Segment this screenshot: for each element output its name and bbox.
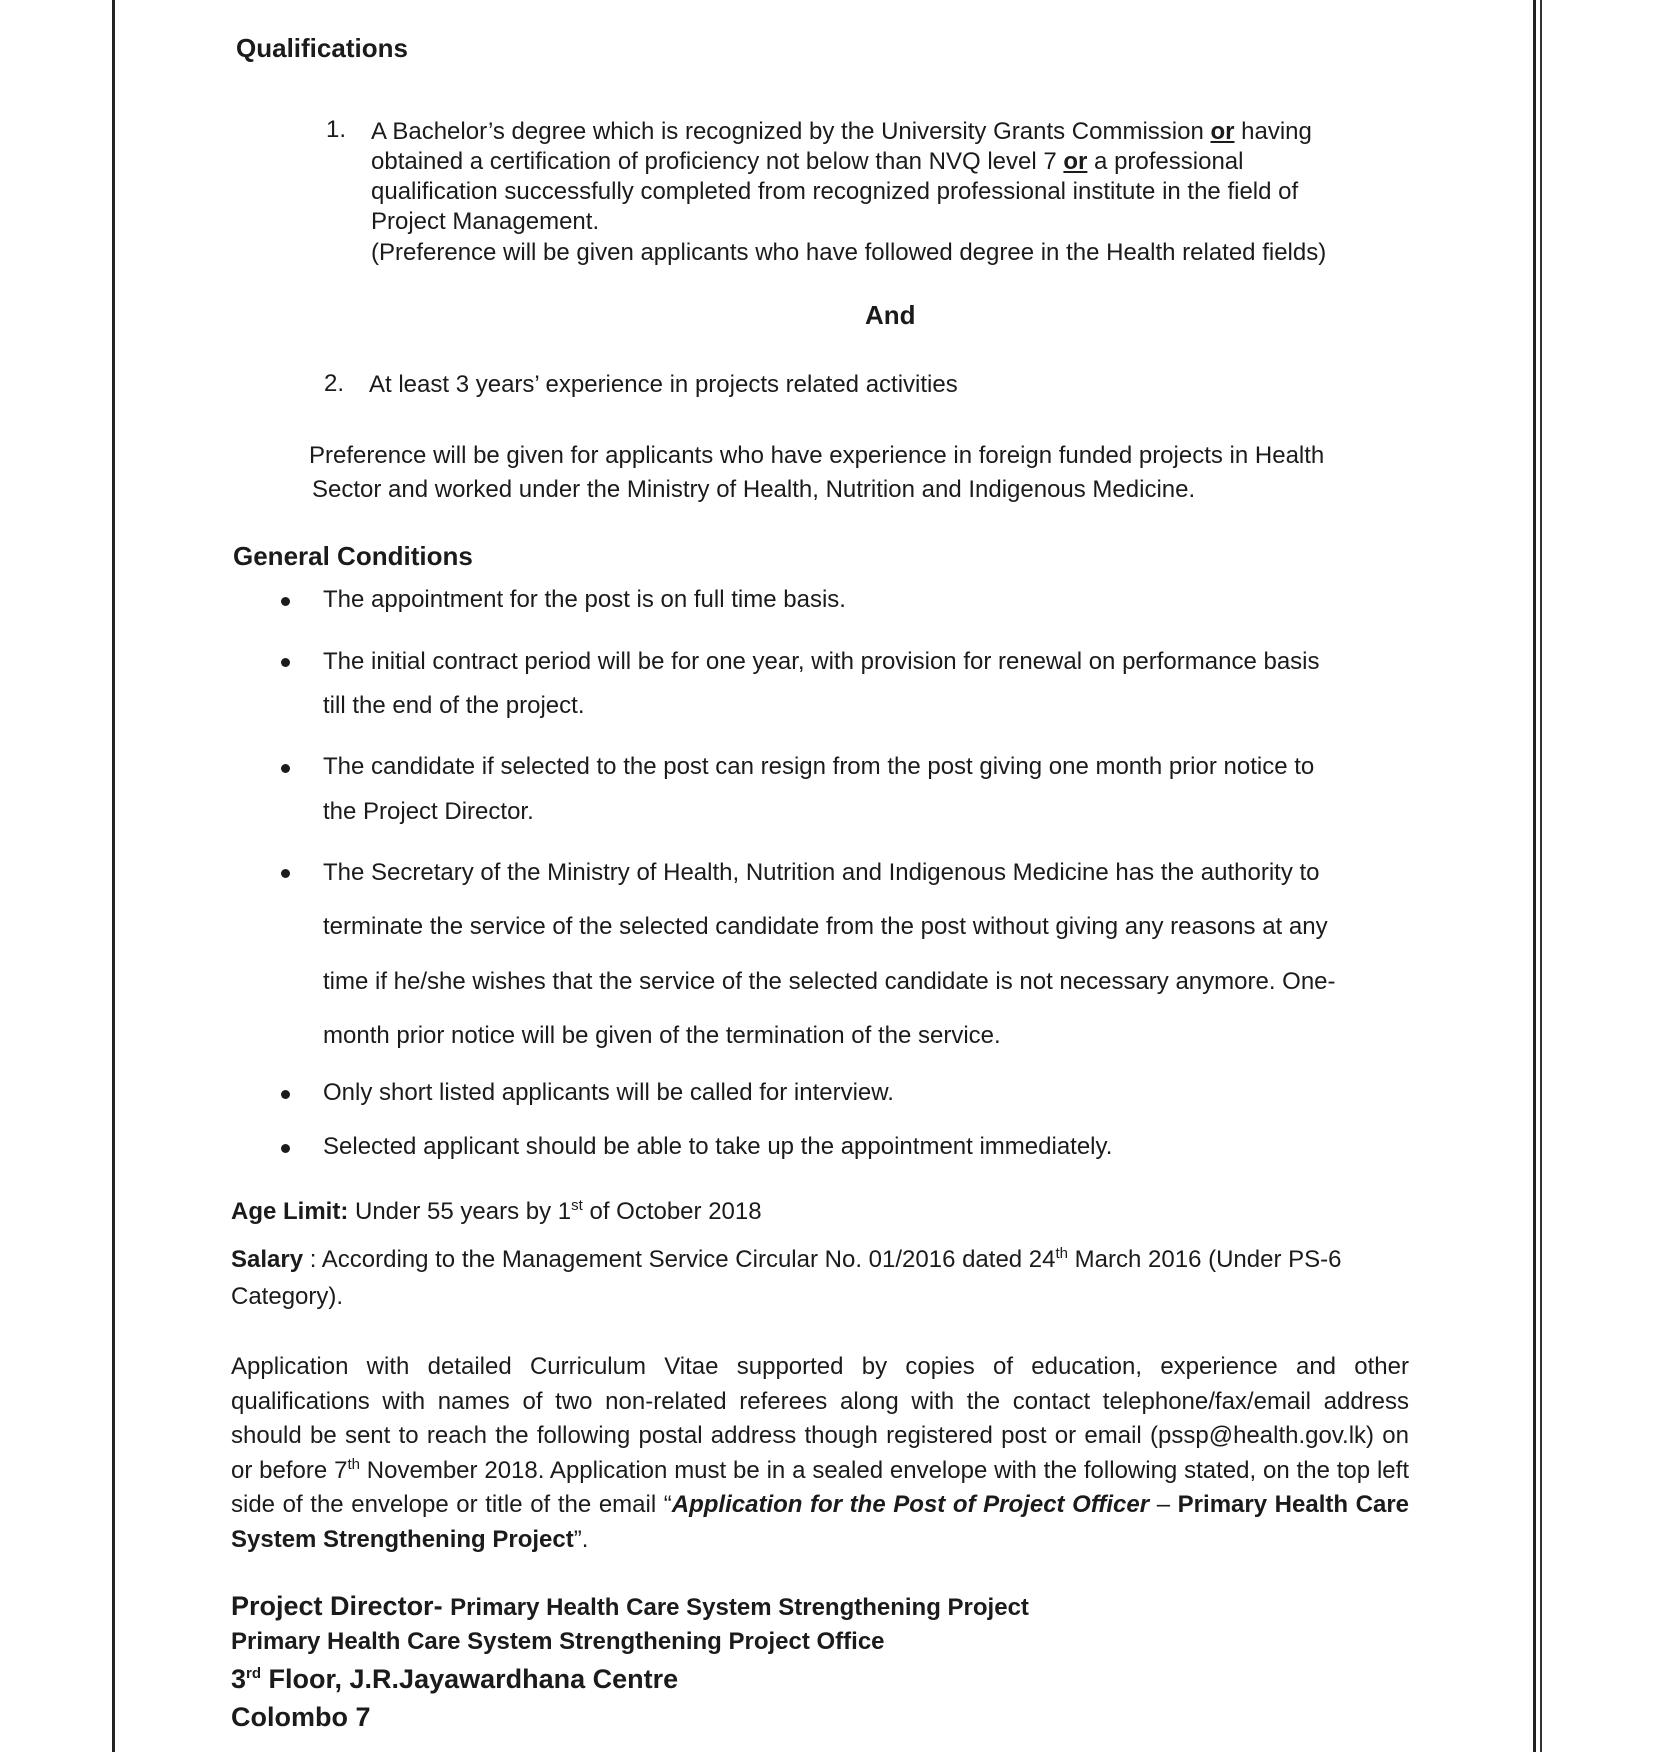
- bullet-icon: [281, 1090, 290, 1099]
- application-end: ”.: [573, 1525, 589, 1553]
- qualification-1-line-1: [371, 117, 1312, 147]
- qualifications-heading: Qualifications: [236, 33, 408, 63]
- condition-3-line-1: The candidate if selected to the post can resign from the post giving one month prior notice to: [323, 753, 1315, 780]
- qualification-2-text: At least 3 years’ experience in projects related activities: [369, 371, 958, 398]
- application-text-2: November 2018. Application must be in a sealed envelope with the following stated, on the top left side of the envelope or title of the email “: [231, 1456, 1409, 1518]
- bullet-icon: [281, 658, 290, 667]
- application-text: Application with detailed Curriculum Vitae supported by copies of education, experience and other qualifications with names of two non-related referees along with the contact telephone/fax/email address should be sent to reach the following postal address though registered post or email (pssp@health.gov.lk) on or before 7: [231, 1353, 1409, 1484]
- salary-text-end: March 2016 (Under PS-6: [1068, 1246, 1342, 1273]
- application-paragraph: [231, 1350, 1409, 1557]
- qualification-1-line-1-text: A Bachelor’s degree which is recognized by the University Grants Commission: [371, 118, 1211, 145]
- qualification-1-line-2-end: a professional: [1087, 148, 1244, 175]
- age-limit-text-end: of October 2018: [582, 1198, 762, 1225]
- condition-5: Only short listed applicants will be called for interview.: [323, 1079, 894, 1106]
- condition-4-line-2: terminate the service of the selected candidate from the post without giving any reasons at any: [323, 913, 1328, 940]
- qualification-1-or-2: or: [1063, 148, 1088, 175]
- condition-2-line-2: till the end of the project.: [323, 692, 585, 719]
- address-line-1: [231, 1591, 1029, 1623]
- address-line-4: Colombo 7: [231, 1702, 371, 1732]
- qualification-number-2: 2.: [324, 370, 345, 397]
- age-limit: [231, 1197, 762, 1227]
- bullet-icon: [281, 1144, 290, 1153]
- application-sup: th: [347, 1455, 360, 1473]
- condition-3-line-2: the Project Director.: [323, 798, 534, 825]
- address-project: Primary Health Care System Strengthening Project: [450, 1594, 1029, 1621]
- qualification-1-line-4: Project Management.: [371, 208, 600, 235]
- age-limit-text: Under 55 years by 1: [348, 1198, 572, 1225]
- address-floor-number: 3: [231, 1664, 247, 1694]
- qualification-1-or-1: or: [1210, 118, 1235, 145]
- condition-4-line-4: month prior notice will be given of the termination of the service.: [323, 1022, 1001, 1049]
- address-director: Project Director-: [231, 1591, 451, 1621]
- salary-text: : According to the Management Service Circular No. 01/2016 dated 24: [303, 1246, 1056, 1273]
- preference-line-2: Sector and worked under the Ministry of Health, Nutrition and Indigenous Medicine.: [312, 476, 1196, 503]
- application-dash: –: [1149, 1491, 1178, 1518]
- condition-4-line-1: The Secretary of the Ministry of Health, Nutrition and Indigenous Medicine has the authority to: [323, 859, 1320, 886]
- age-limit-sup: st: [571, 1197, 583, 1214]
- address-building: Floor, J.R.Jayawardhana Centre: [261, 1664, 679, 1694]
- and-separator: And: [865, 300, 916, 330]
- qualification-1-line-2: [371, 147, 1243, 177]
- salary-label: Salary: [231, 1246, 304, 1273]
- qualification-1-line-2-text: obtained a certification of proficiency not below than NVQ level 7: [371, 148, 1064, 175]
- qualification-number-1: 1.: [326, 116, 347, 143]
- qualification-1-line-3: qualification successfully completed from recognized professional institute in the field of: [371, 178, 1299, 205]
- salary-line-2: Category).: [231, 1283, 344, 1310]
- condition-2-line-1: The initial contract period will be for one year, with provision for renewal on performance basis: [323, 648, 1320, 675]
- address-line-2: Primary Health Care System Strengthening Project Office: [231, 1628, 885, 1655]
- salary-sup: th: [1055, 1245, 1069, 1262]
- salary: [231, 1245, 1341, 1275]
- address-floor-sup: rd: [246, 1665, 262, 1682]
- qualification-1-line-5: (Preference will be given applicants who have followed degree in the Health related fields): [371, 239, 1327, 266]
- bullet-icon: [281, 597, 290, 606]
- condition-4-line-3: time if he/she wishes that the service of the selected candidate is not necessary anymore. One-: [323, 968, 1336, 995]
- age-limit-label: Age Limit:: [231, 1198, 349, 1225]
- condition-1: The appointment for the post is on full time basis.: [323, 586, 846, 613]
- preference-line-1: Preference will be given for applicants who have experience in foreign funded projects in Health: [309, 442, 1325, 469]
- condition-6: Selected applicant should be able to take up the appointment immediately.: [323, 1133, 1113, 1160]
- bullet-icon: [281, 869, 290, 878]
- address-line-3: [231, 1663, 678, 1695]
- general-conditions-heading: General Conditions: [233, 541, 473, 571]
- application-post-title: Application for the Post of Project Officer: [671, 1491, 1150, 1518]
- bullet-icon: [281, 764, 290, 773]
- application-project-name: Primary Health Care System Strengthening Project: [231, 1491, 1410, 1553]
- qualification-1-line-1-end: having: [1234, 118, 1312, 145]
